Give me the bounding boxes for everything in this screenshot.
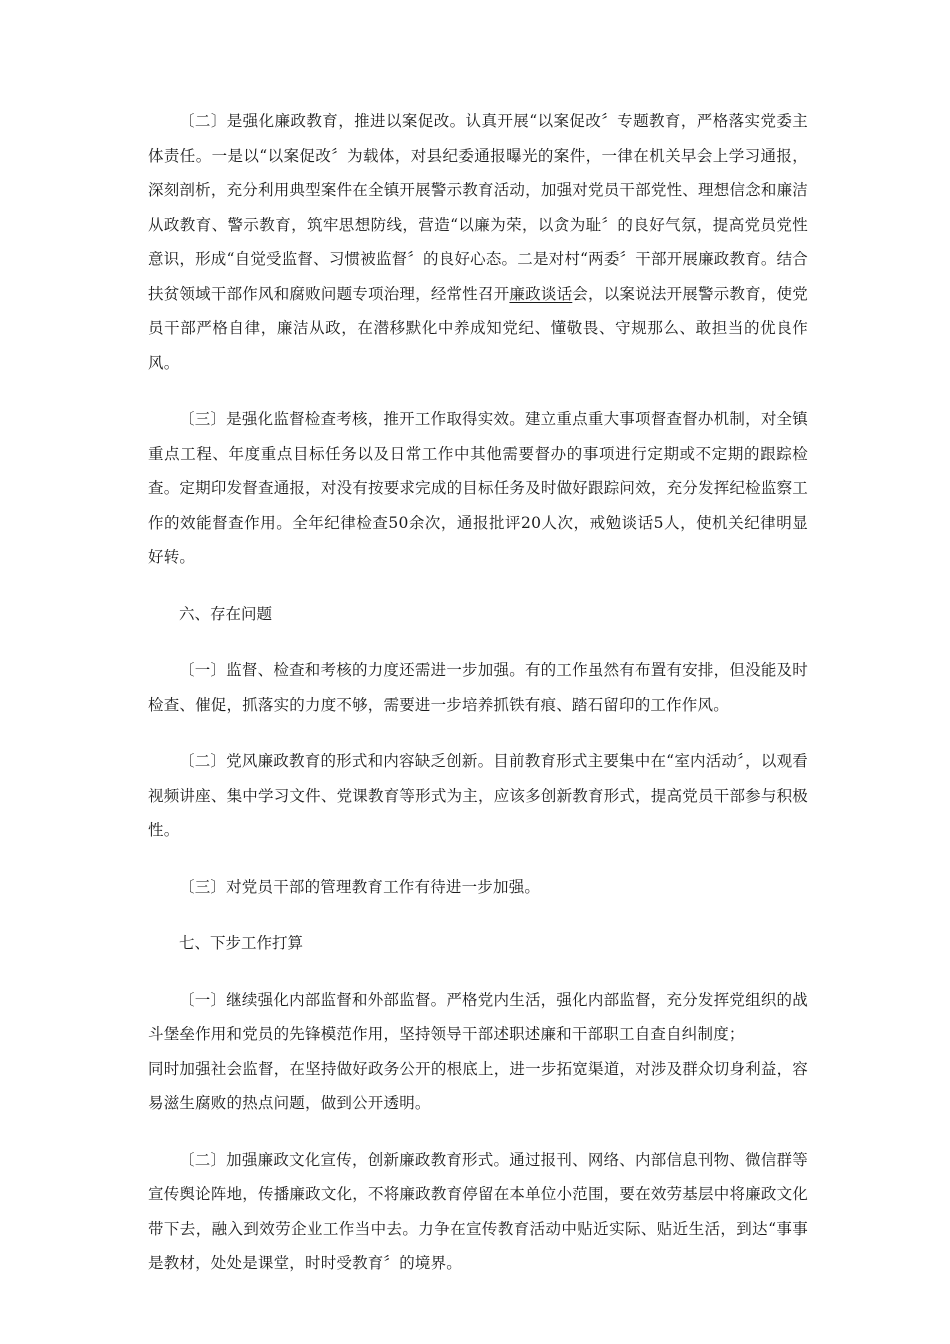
paragraph-text-tail: 会，以案说法开展警示教育，使党员干部严格自律，廉洁从政，在潜移默化中养成知党纪、懂敬畏、守规那么、敢担当的优良作风。 <box>148 284 808 372</box>
paragraph-problem-1: 〔一〕监督、检查和考核的力度还需进一步加强。有的工作虽然有布置有安排，但没能及时检查、催促，抓落实的力度不够，需要进一步培养抓铁有痕、踏石留印的工作作风。 <box>148 661 808 714</box>
paragraph-text: 〔二〕是强化廉政教育，推进以案促改。认真开展“以案促改〞专题教育，严格落实党委主体责任。一是以“以案促改〞为载体，对县纪委通报曝光的案件，一律在机关早会上学习通报，深刻剖析，充分利用典型案件在全镇开展警示教育活动，加强对党员干部党性、理想信念和廉洁从政教育、警示教育，筑牢思想防线，营造“以廉为荣，以贪为耻〞的良好气氛，提高党员党性意识，形成“自觉受监督、习惯被监督〞的良好心态。二是对村“两委〞干部开展廉政教育。结合扶贫领域干部作风和腐败问题专项治理，经常性召开 <box>148 112 808 303</box>
paragraph-problem-2: 〔二〕党风廉政教育的形式和内容缺乏创新。目前教育形式主要集中在“室内活动〞，以观看视频讲座、集中学习文件、党课教育等形式为主，应该多创新教育形式，提高党员干部参与积极性。 <box>148 752 808 839</box>
paragraph-problem-3: 〔三〕对党员干部的管理教育工作有待进一步加强。 <box>179 877 541 896</box>
paragraph-plan-1-continued: 同时加强社会监督，在坚持做好政务公开的根底上，进一步拓宽渠道，对涉及群众切身利益，容易滋生腐败的热点问题，做到公开透明。 <box>148 1059 808 1112</box>
paragraph-plan-1: 〔一〕继续强化内部监督和外部监督。严格党内生活，强化内部监督，充分发挥党组织的战斗堡垒作用和党员的先锋模范作用，坚持领导干部述职述廉和干部职工自查自纠制度； <box>148 990 808 1043</box>
paragraph-plan-2: 〔二〕加强廉政文化宣传，创新廉政教育形式。通过报刊、网络、内部信息刊物、微信群等宣传舆论阵地，传播廉政文化，不将廉政教育停留在本单位小范围，要在效劳基层中将廉政文化带下去，融入到效劳企业工作当中去。力争在宣传教育活动中贴近实际、贴近生活，到达“事事是教材，处处是课堂，时时受教育〞的境界。 <box>148 1150 808 1272</box>
paragraph-strengthen-integrity-education <box>148 104 808 380</box>
paragraph-supervision-inspection: 〔三〕是强化监督检查考核，推开工作取得实效。建立重点重大事项督查督办机制，对全镇重点工程、年度重点目标任务以及日常工作中其他需要督办的事项进行定期或不定期的跟踪检查。定期印发督查通报，对没有按要求完成的目标任务及时做好跟踪问效，充分发挥纪检监察工作的效能督查作用。全年纪律检查50余次，通报批评20人次，戒勉谈话5人，使机关纪律明显好转。 <box>148 410 808 566</box>
integrity-talk-link[interactable]: 廉政谈话 <box>509 284 573 303</box>
section-heading-existing-problems: 六、存在问题 <box>179 604 273 623</box>
section-heading-next-steps: 七、下步工作打算 <box>179 934 304 952</box>
document-page <box>148 104 808 1303</box>
